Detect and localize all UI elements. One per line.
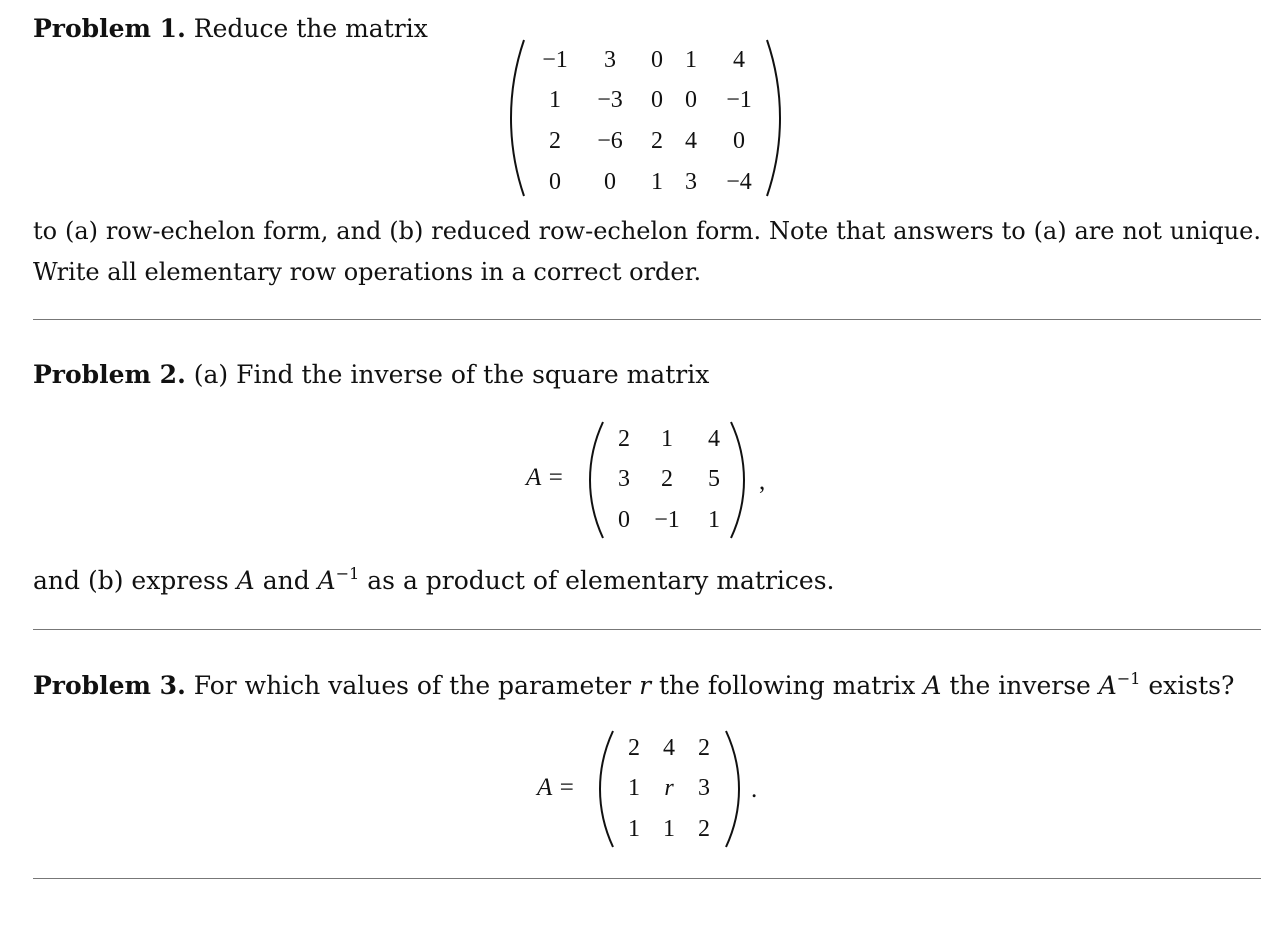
- matrix-cell: 0: [618, 507, 630, 533]
- matrix-cell: 0: [733, 128, 745, 154]
- problem-2-lhs: A =: [526, 464, 564, 491]
- left-paren: [587, 420, 607, 540]
- matrix-cell: 2: [651, 128, 663, 154]
- problem-1-title: [33, 14, 428, 44]
- var-a: A: [236, 566, 255, 595]
- divider: [33, 878, 1261, 879]
- exponent: −1: [335, 564, 360, 583]
- matrix-cell: 0: [604, 169, 616, 195]
- matrix-cell: 1: [708, 507, 720, 533]
- problem-3-heading: Problem 3.: [33, 671, 186, 700]
- problem-2-matrix: [587, 420, 747, 540]
- problem-3-lhs: A =: [537, 774, 575, 801]
- problem-3-title: Problem 3. For which values of the parameter r the following matrix A the inverse $A^{-1}$ exists?: [33, 669, 1235, 700]
- matrix-cell: 1: [661, 426, 673, 452]
- matrix-cell: 4: [685, 128, 697, 154]
- matrix-cell: 1: [651, 169, 663, 195]
- matrix-cell: 2: [549, 128, 561, 154]
- problem-1-intro: Reduce the matrix: [193, 14, 428, 43]
- divider: [33, 629, 1261, 630]
- right-paren: [763, 38, 783, 198]
- matrix-cell: 4: [708, 426, 720, 452]
- matrix-cell: 0: [651, 87, 663, 113]
- matrix-cell: 4: [663, 735, 675, 761]
- matrix-cell: r: [664, 775, 674, 801]
- divider: [33, 319, 1261, 320]
- var-a: A: [923, 671, 942, 700]
- matrix-cell: 3: [685, 169, 697, 195]
- matrix-cell: 0: [549, 169, 561, 195]
- matrix-cell: 5: [708, 466, 720, 492]
- matrix-cell: −3: [597, 87, 623, 113]
- var-r: r: [639, 671, 652, 700]
- right-paren: [727, 420, 747, 540]
- matrix-cell: 2: [698, 735, 710, 761]
- matrix-cell: 1: [549, 87, 561, 113]
- matrix-cell: −1: [654, 507, 680, 533]
- problem-2-comma: ,: [759, 468, 766, 495]
- matrix-cell: −4: [726, 169, 752, 195]
- problem-2-text: and (b) express A and $A^{-1}$ as a product of elementary matrices.: [33, 564, 835, 595]
- matrix-cell: 3: [604, 47, 616, 73]
- matrix-cell: 2: [618, 426, 630, 452]
- right-paren: [722, 729, 742, 849]
- problem-1-matrix: [508, 38, 783, 198]
- matrix-cell: 0: [685, 87, 697, 113]
- problem-2-title: [33, 360, 709, 390]
- matrix-cell: −6: [597, 128, 623, 154]
- left-paren: [508, 38, 528, 198]
- matrix-cell: 2: [698, 816, 710, 842]
- var-a-inverse: A: [317, 566, 336, 595]
- matrix-cell: 1: [628, 816, 640, 842]
- problem-2-heading: Problem 2.: [33, 360, 186, 389]
- matrix-cell: 0: [651, 47, 663, 73]
- problem-1-heading: Problem 1.: [33, 14, 186, 43]
- var-a-inverse: A: [1098, 671, 1117, 700]
- matrix-cell: 1: [663, 816, 675, 842]
- problem-3-matrix: [597, 729, 742, 849]
- matrix-cell: 3: [618, 466, 630, 492]
- problem-2-intro: (a) Find the inverse of the square matrix: [193, 360, 710, 389]
- matrix-cell: 1: [628, 775, 640, 801]
- problem-1-text: to (a) row-echelon form, and (b) reduced row-echelon form. Note that answers to (a) are not unique. Write all elementary row operations in a correct order.: [33, 217, 1261, 286]
- matrix-cell: −1: [726, 87, 752, 113]
- exponent: −1: [1116, 669, 1141, 688]
- matrix-cell: 3: [698, 775, 710, 801]
- matrix-cell: −1: [542, 47, 568, 73]
- matrix-cell: 4: [733, 47, 745, 73]
- problem-3-period: .: [751, 776, 758, 803]
- matrix-cell: 1: [685, 47, 697, 73]
- left-paren: [597, 729, 617, 849]
- matrix-cell: 2: [661, 466, 673, 492]
- matrix-cell: 2: [628, 735, 640, 761]
